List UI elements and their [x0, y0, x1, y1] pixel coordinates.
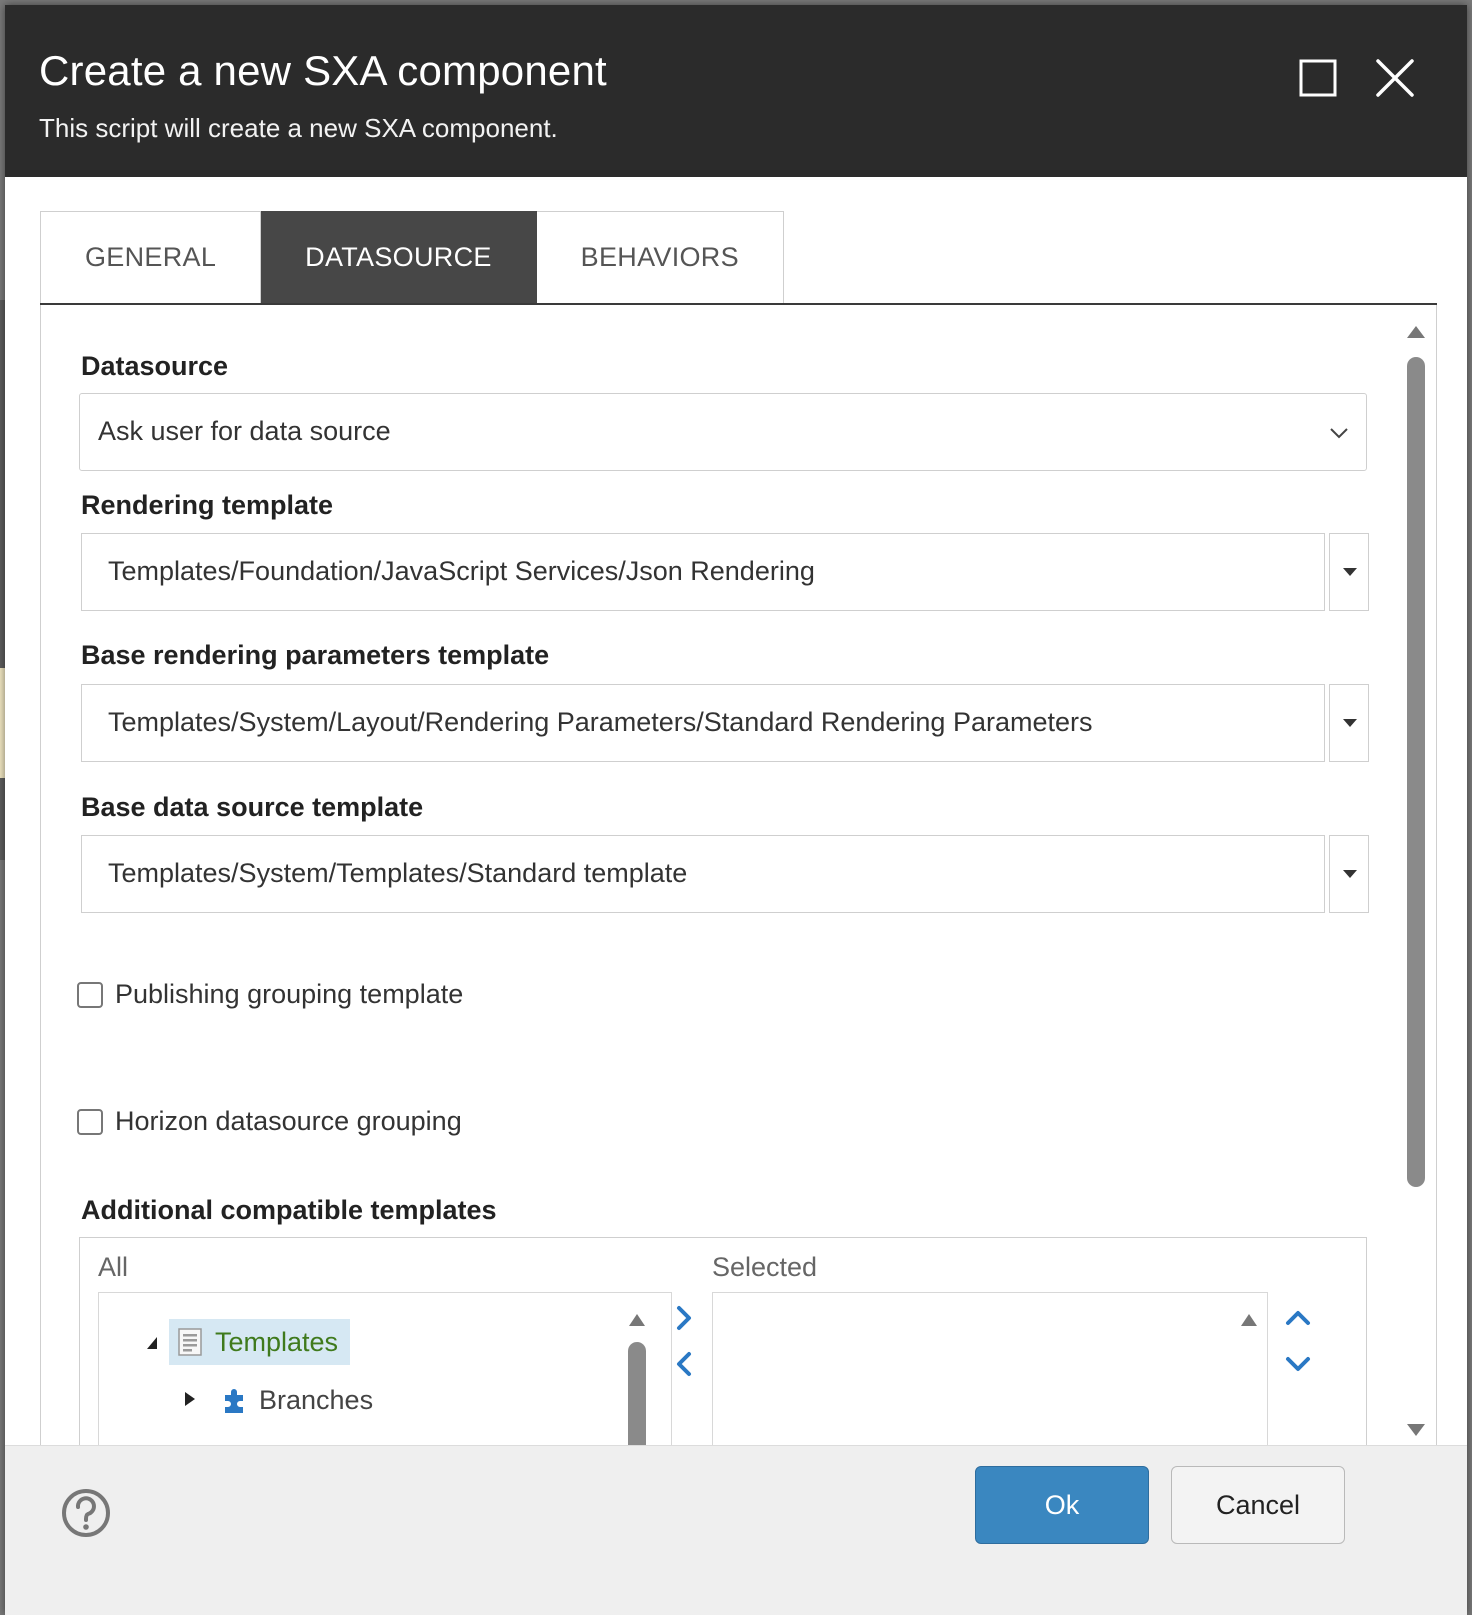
- move-down-icon[interactable]: [1284, 1350, 1312, 1378]
- all-header: All: [98, 1252, 129, 1282]
- publishing-grouping-label: Publishing grouping template: [115, 979, 464, 1009]
- dialog-subtitle: This script will create a new SXA component.: [39, 113, 558, 143]
- help-icon: [61, 1488, 111, 1538]
- base-rendering-params-dropdown[interactable]: [1329, 684, 1369, 762]
- datasource-label: Datasource: [81, 351, 229, 381]
- tree-scrollbar[interactable]: [626, 1292, 648, 1459]
- datasource-value: Ask user for data source: [98, 416, 391, 446]
- branch-puzzle-icon: [219, 1385, 249, 1415]
- datasource-panel: [40, 305, 1437, 1459]
- rendering-template-input[interactable]: [81, 533, 1325, 611]
- base-rendering-params-input[interactable]: [81, 684, 1325, 762]
- dialog: [5, 5, 1467, 1615]
- scroll-up-icon[interactable]: [628, 1312, 646, 1328]
- maximize-button[interactable]: [1293, 53, 1343, 103]
- dialog-footer: [5, 1445, 1467, 1615]
- base-rendering-params-label: Base rendering parameters template: [81, 640, 550, 670]
- cancel-button[interactable]: Cancel: [1171, 1466, 1345, 1544]
- tree-node-templates[interactable]: [169, 1319, 350, 1365]
- arrow-left-icon[interactable]: [670, 1350, 698, 1378]
- horizon-grouping-checkbox[interactable]: [77, 1106, 462, 1137]
- scrollbar-thumb[interactable]: [1407, 357, 1425, 1187]
- tree-collapse-icon[interactable]: [145, 1335, 159, 1351]
- arrow-right-icon[interactable]: [670, 1304, 698, 1332]
- tree-node-label: Templates: [215, 1326, 339, 1357]
- base-datasource-template-combo: [81, 835, 1367, 913]
- all-templates-tree[interactable]: [98, 1292, 672, 1459]
- selected-templates-list[interactable]: [712, 1292, 1268, 1459]
- selected-header: Selected: [712, 1252, 818, 1282]
- tab-strip: [40, 211, 784, 303]
- checkbox-box[interactable]: [77, 1109, 103, 1135]
- dropdown-triangle-icon: [1343, 568, 1357, 576]
- tree-node-branches[interactable]: [213, 1377, 385, 1423]
- scrollbar-thumb[interactable]: [628, 1342, 646, 1459]
- chevron-down-icon: [1328, 422, 1350, 444]
- close-button[interactable]: [1370, 53, 1420, 103]
- rendering-template-dropdown[interactable]: [1329, 533, 1369, 611]
- base-datasource-template-label: Base data source template: [81, 792, 424, 822]
- base-rendering-params-value: Templates/System/Layout/Rendering Parameters/Standard Rendering Parameters: [108, 707, 1093, 737]
- dropdown-triangle-icon: [1343, 870, 1357, 878]
- base-datasource-template-dropdown[interactable]: [1329, 835, 1369, 913]
- base-datasource-template-input[interactable]: [81, 835, 1325, 913]
- tree-node-label: Branches: [259, 1384, 374, 1415]
- panel-scrollbar[interactable]: [1403, 313, 1429, 1451]
- dialog-titlebar: [5, 5, 1467, 177]
- scroll-up-icon[interactable]: [1406, 323, 1426, 341]
- maximize-icon: [1293, 53, 1343, 103]
- tab-general[interactable]: GENERAL: [40, 211, 261, 303]
- base-rendering-params-combo: [81, 684, 1367, 762]
- tab-datasource[interactable]: DATASOURCE: [261, 211, 537, 303]
- selected-scrollbar[interactable]: [1238, 1292, 1260, 1459]
- help-button[interactable]: [61, 1488, 111, 1538]
- tab-behaviors[interactable]: BEHAVIORS: [537, 211, 784, 303]
- compatible-templates-label: Additional compatible templates: [81, 1195, 497, 1225]
- rendering-template-combo: [81, 533, 1367, 611]
- rendering-template-value: Templates/Foundation/JavaScript Services/Json Rendering: [108, 556, 815, 586]
- compatible-templates-multilist: [79, 1237, 1367, 1459]
- checkbox-box[interactable]: [77, 982, 103, 1008]
- tree-expand-icon[interactable]: [183, 1391, 197, 1407]
- dialog-title: Create a new SXA component: [39, 47, 607, 94]
- base-datasource-template-value: Templates/System/Templates/Standard template: [108, 858, 688, 888]
- scroll-down-icon[interactable]: [1406, 1421, 1426, 1439]
- move-up-icon[interactable]: [1284, 1304, 1312, 1332]
- scroll-up-icon[interactable]: [1240, 1312, 1258, 1328]
- dropdown-triangle-icon: [1343, 719, 1357, 727]
- datasource-select[interactable]: [79, 393, 1367, 471]
- publishing-grouping-checkbox[interactable]: [77, 979, 463, 1010]
- template-icon: [175, 1327, 205, 1357]
- rendering-template-label: Rendering template: [81, 490, 334, 520]
- horizon-grouping-label: Horizon datasource grouping: [115, 1106, 462, 1136]
- ok-button[interactable]: Ok: [975, 1466, 1149, 1544]
- close-icon: [1370, 53, 1420, 103]
